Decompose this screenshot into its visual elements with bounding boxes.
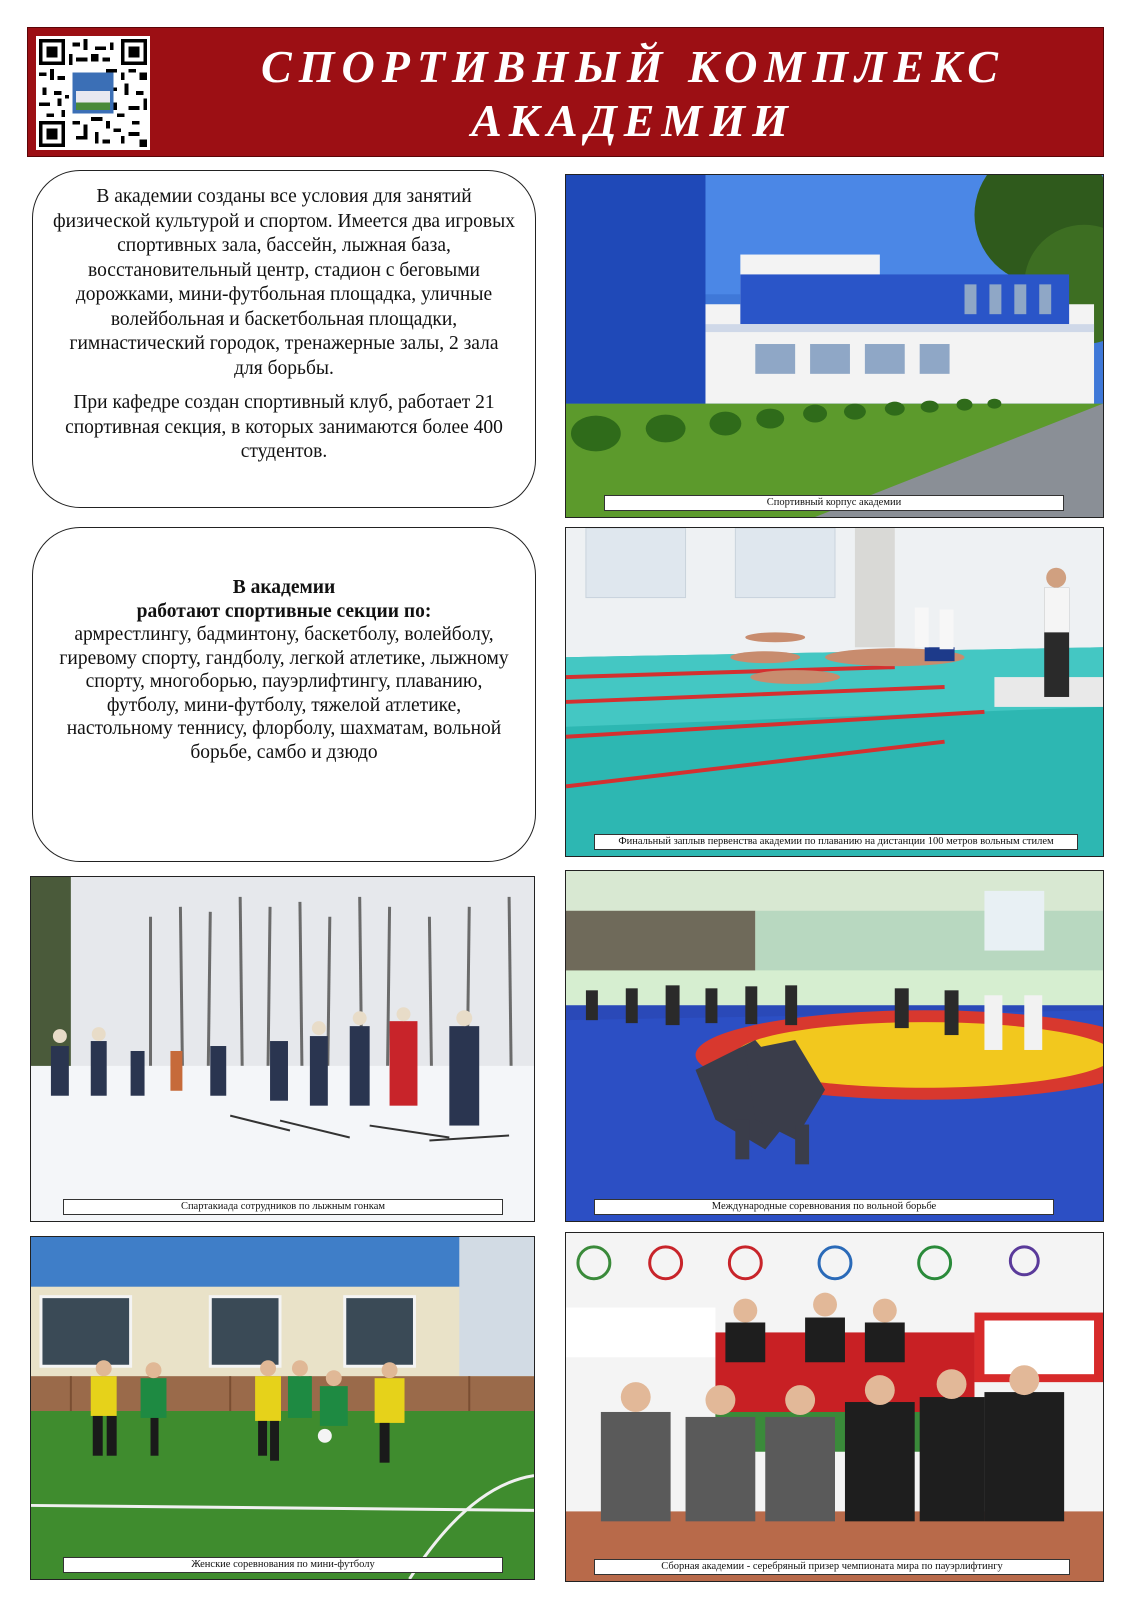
football-image: [31, 1237, 534, 1579]
photo-swimming-pool: [565, 527, 1104, 857]
sections-heading-2: работают спортивные секции по:: [136, 600, 432, 622]
wrestling-image: [566, 871, 1103, 1221]
page-title: [168, 40, 1098, 148]
photo-caption: Спортивный корпус академии: [604, 495, 1064, 511]
photo-ski-race: [30, 876, 535, 1222]
photo-mini-football: [30, 1236, 535, 1580]
intro-text-box: [32, 170, 536, 508]
photo-caption: Финальный заплыв первенства академии по плаванию на дистанции 100 метров вольным стилем: [594, 834, 1078, 850]
photo-powerlifting-team: [565, 1232, 1104, 1582]
sections-text-box: [32, 527, 536, 862]
building-image: [566, 175, 1103, 517]
photo-caption: Сборная академии - серебряный призер чемпионата мира по пауэрлифтингу: [594, 1559, 1070, 1575]
ski-image: [31, 877, 534, 1221]
sections-heading-1: В академии: [232, 577, 336, 598]
team-image: [566, 1233, 1103, 1581]
photo-caption: Женские соревнования по мини-футболу: [63, 1557, 503, 1573]
photo-sports-building: [565, 174, 1104, 518]
intro-paragraph-1: В академии созданы все условия для занятий физической культурой и спортом. Имеется два игровых спортивных зала, бассейн, лыжная база, восстановительный центр, стадион с беговыми дорожками, мини-футбольная площадка, уличные волейбольная и баскетбольная площадки, гимнастический городок, тренажерные залы, 2 зала для борьбы.: [53, 186, 515, 379]
qr-code-icon[interactable]: [36, 36, 150, 150]
sections-list: армрестлингу, бадминтону, баскетболу, волейболу, гиревому спорту, гандболу, легкой атлетике, лыжному спорту, многоборью, пауэрлифтингу, плаванию, футболу, мини-футболу, тяжелой атлетике, настольному теннису, флорболу, шахматам, вольной борьбе, самбо и дзюдо: [59, 624, 509, 763]
photo-caption: Спартакиада сотрудников по лыжным гонкам: [63, 1199, 503, 1215]
photo-wrestling: [565, 870, 1104, 1222]
header-banner: [27, 27, 1104, 157]
title-line-1: СПОРТИВНЫЙ КОМПЛЕКС: [261, 41, 1005, 92]
title-line-2: АКАДЕМИИ: [471, 95, 795, 146]
intro-paragraph-2: При кафедре создан спортивный клуб, работает 21 спортивная секция, в которых занимаются более 400 студентов.: [65, 392, 503, 462]
photo-caption: Международные соревнования по вольной борьбе: [594, 1199, 1054, 1215]
pool-image: [566, 528, 1103, 856]
